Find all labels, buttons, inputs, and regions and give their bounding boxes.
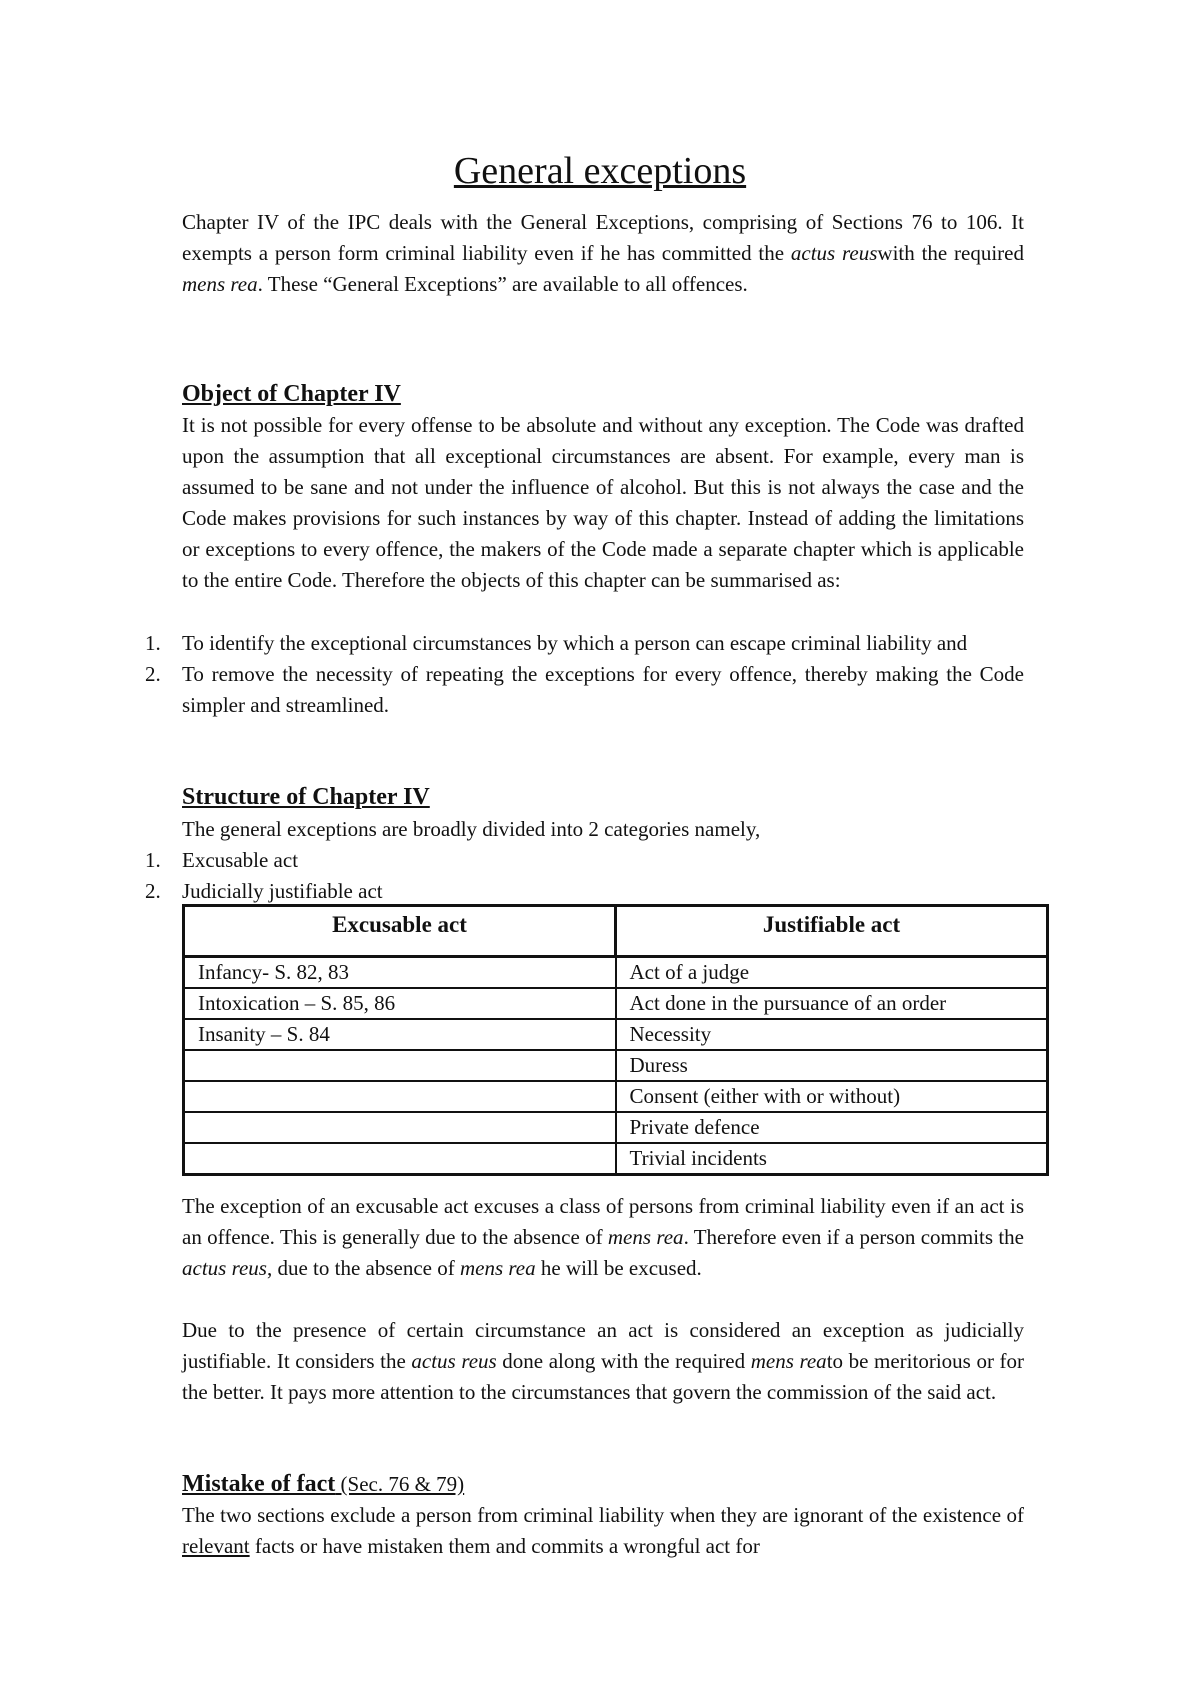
table-cell <box>184 1112 616 1143</box>
table-cell <box>184 1050 616 1081</box>
structure-list <box>145 845 1024 907</box>
relevant-term: relevant <box>182 1534 250 1558</box>
table-row <box>184 1019 1048 1050</box>
header-justifiable-act: Justifiable act <box>616 906 1048 957</box>
object-paragraph: It is not possible for every offense to be absolute and without any exception. The Code was drafted upon the assumption that all exceptional circumstances are absent. For example, every man is assumed to be sane and not under the influence of alcohol. But this is not always the case and the Code makes provisions for such instances by way of this chapter. Instead of adding the limitations or exceptions to every offence, the makers of the Code made a separate chapter which is applicable to the entire Code. Therefore the objects of this chapter can be summarised as: <box>182 413 1024 592</box>
text-run: . Therefore even if a person commits the <box>683 1225 1024 1249</box>
mens-rea-term: mens rea <box>607 1225 684 1249</box>
table-row <box>184 1050 1048 1081</box>
list-item <box>145 876 1024 907</box>
text-run: The two sections exclude a person from criminal liability when they are ignorant of the existence of <box>182 1503 1024 1527</box>
table-cell <box>184 1081 616 1112</box>
list-number: 2. <box>145 662 161 686</box>
mens-rea-term: mens rea <box>750 1349 827 1373</box>
exceptions-table <box>182 904 1049 1176</box>
text-run: done along with the required <box>496 1349 751 1373</box>
structure-paragraph: The general exceptions are broadly divided into 2 categories namely, <box>182 817 761 841</box>
table-cell: Private defence <box>616 1112 1048 1143</box>
header-excusable-act: Excusable act <box>184 906 616 957</box>
list-text: To remove the necessity of repeating the exceptions for every offence, thereby making the Code simpler and streamlined. <box>182 662 1024 717</box>
text-run: facts or have mistaken them and commits a wrongful act for <box>249 1534 760 1558</box>
list-number: 1. <box>145 631 161 655</box>
mistake-heading-text: Mistake of fact <box>182 1471 336 1497</box>
table-row <box>184 1143 1048 1175</box>
actus-reus-term: actus reus <box>411 1349 497 1373</box>
table-cell: Act of a judge <box>616 957 1048 989</box>
text-run: , due to the absence of <box>266 1256 460 1280</box>
intro-text-1: Chapter IV of the IPC deals with the General Exceptions, comprising of Sections 76 to 106. It exempts a person form criminal liability even if he has committed the <box>182 210 1024 265</box>
intro-paragraph <box>182 207 1024 300</box>
table-cell: Trivial incidents <box>616 1143 1048 1175</box>
list-item <box>145 628 1024 659</box>
document-title: General exceptions <box>453 150 747 192</box>
list-text: To identify the exceptional circumstances by which a person can escape criminal liability and <box>182 631 968 655</box>
table-cell: Necessity <box>616 1019 1048 1050</box>
mens-rea-term: mens rea <box>459 1256 536 1280</box>
list-number: 1. <box>145 848 161 872</box>
list-item <box>145 845 1024 876</box>
list-text: Excusable act <box>182 848 299 872</box>
table-cell: Intoxication – S. 85, 86 <box>184 988 616 1019</box>
intro-actus-reus: actus reus <box>790 241 878 265</box>
structure-heading: Structure of Chapter IV <box>182 784 430 810</box>
mistake-sections: (Sec. 76 & 79) <box>335 1472 465 1496</box>
excusable-explanation <box>182 1191 1024 1284</box>
table-cell: Infancy- S. 82, 83 <box>184 957 616 989</box>
mistake-heading <box>182 1469 464 1500</box>
table-cell: Duress <box>616 1050 1048 1081</box>
intro-text-3: . These “General Exceptions” are available to all offences. <box>257 272 748 296</box>
table-row <box>184 1081 1048 1112</box>
intro-mens-rea: mens rea <box>182 272 258 296</box>
table-cell: Consent (either with or without) <box>616 1081 1048 1112</box>
text-run: he will be excused. <box>535 1256 702 1280</box>
object-list <box>145 628 1024 721</box>
table-cell <box>184 1143 616 1175</box>
list-number: 2. <box>145 879 161 903</box>
text-run: to be meritorious or for the better. It pays more attention to the circumstances that govern the commission of the said act. <box>182 1349 1025 1404</box>
table-header-row <box>184 906 1048 957</box>
text-run: Due to the presence of certain circumstance an act is considered an exception as judicially justifiable. It considers the <box>182 1318 1024 1373</box>
table-row <box>184 988 1048 1019</box>
table-cell: Insanity – S. 84 <box>184 1019 616 1050</box>
list-text: Judicially justifiable act <box>182 879 383 903</box>
mistake-paragraph <box>182 1500 1024 1562</box>
table-cell: Act done in the pursuance of an order <box>616 988 1048 1019</box>
intro-text-2: with the required <box>877 241 1024 265</box>
text-run: The exception of an excusable act excuses a class of persons from criminal liability even if an act is an offence. This is generally due to the absence of <box>182 1194 1024 1249</box>
object-heading: Object of Chapter IV <box>182 381 401 407</box>
list-item <box>145 659 1024 721</box>
justifiable-explanation <box>182 1315 1024 1408</box>
actus-reus-term: actus reus <box>182 1256 267 1280</box>
table-row <box>184 1112 1048 1143</box>
table-row <box>184 957 1048 989</box>
